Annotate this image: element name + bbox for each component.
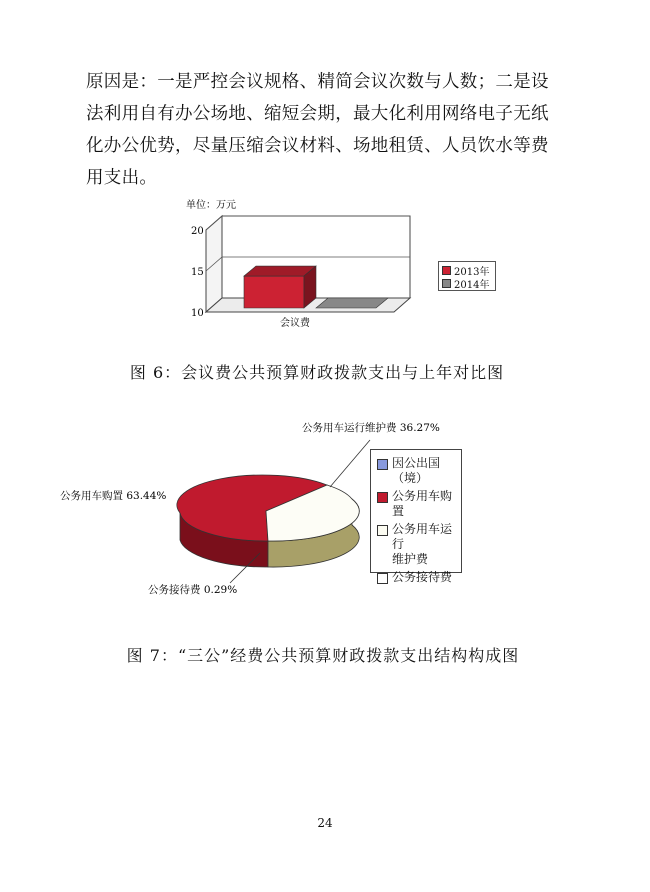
paragraph-line: 原因是：一是严控会议规格、精简会议次数与人数；二是设 [86, 72, 549, 92]
figure-6-caption: 图 6：会议费公共预算财政拨款支出与上年对比图 [129, 363, 505, 382]
body-paragraph [86, 66, 560, 194]
legend-swatch-car-maintenance [377, 525, 388, 536]
legend-item-car-maintenance [377, 522, 457, 567]
legend-swatch-car-purchase [377, 492, 388, 503]
legend-label-reception: 公务接待费 [392, 570, 453, 584]
legend-label-2013: 2013年 [454, 267, 490, 278]
legend-label-2014: 2014年 [454, 280, 490, 291]
bar-top-2013年 [244, 266, 316, 276]
paragraph-line: 化办公优势，尽量压缩会议材料、场地租赁、人员饮水等费 [86, 136, 549, 156]
legend-label-car-maintenance: 公务用车运行 维护费 [392, 522, 453, 566]
legend-swatch-overseas [377, 459, 388, 470]
pie-legend [370, 449, 462, 584]
legend-label-overseas: 因公出国 （境） [392, 456, 441, 485]
slice-label-car-purchase: 公务用车购置 63.44% [60, 490, 167, 502]
y-tick-label: 20 [191, 226, 204, 237]
x-category-label: 会议费 [280, 318, 310, 329]
legend-swatch-2013 [442, 266, 451, 275]
legend-swatch-reception [377, 573, 388, 584]
y-tick-label: 15 [191, 267, 204, 278]
paragraph-line: 法利用自有办公场地、缩短会期，最大化利用网络电子无纸 [86, 104, 549, 124]
legend-swatch-2014 [442, 279, 451, 288]
bar-legend [438, 261, 496, 291]
legend-item-car-purchase [377, 489, 457, 519]
bar-2014年 [316, 298, 388, 308]
leader-line-maintenance [330, 440, 370, 487]
legend-item-reception [377, 570, 457, 585]
legend-item-overseas [377, 456, 457, 486]
slice-label-car-maintenance: 公务用车运行维护费 36.27% [302, 422, 440, 434]
paragraph-line: 用支出。 [86, 168, 158, 188]
figure-7-caption: 图 7：“三公”经费公共预算财政拨款支出结构构成图 [126, 646, 520, 665]
page-number: 24 [317, 816, 333, 830]
legend-label-car-purchase: 公务用车购置 [392, 489, 453, 518]
legend-item-2014 [442, 277, 492, 290]
y-tick-label: 10 [191, 308, 204, 319]
slice-label-reception: 公务接待费 0.29% [148, 584, 238, 596]
bar-2013年 [244, 276, 304, 308]
unit-label: 单位：万元 [186, 200, 236, 211]
